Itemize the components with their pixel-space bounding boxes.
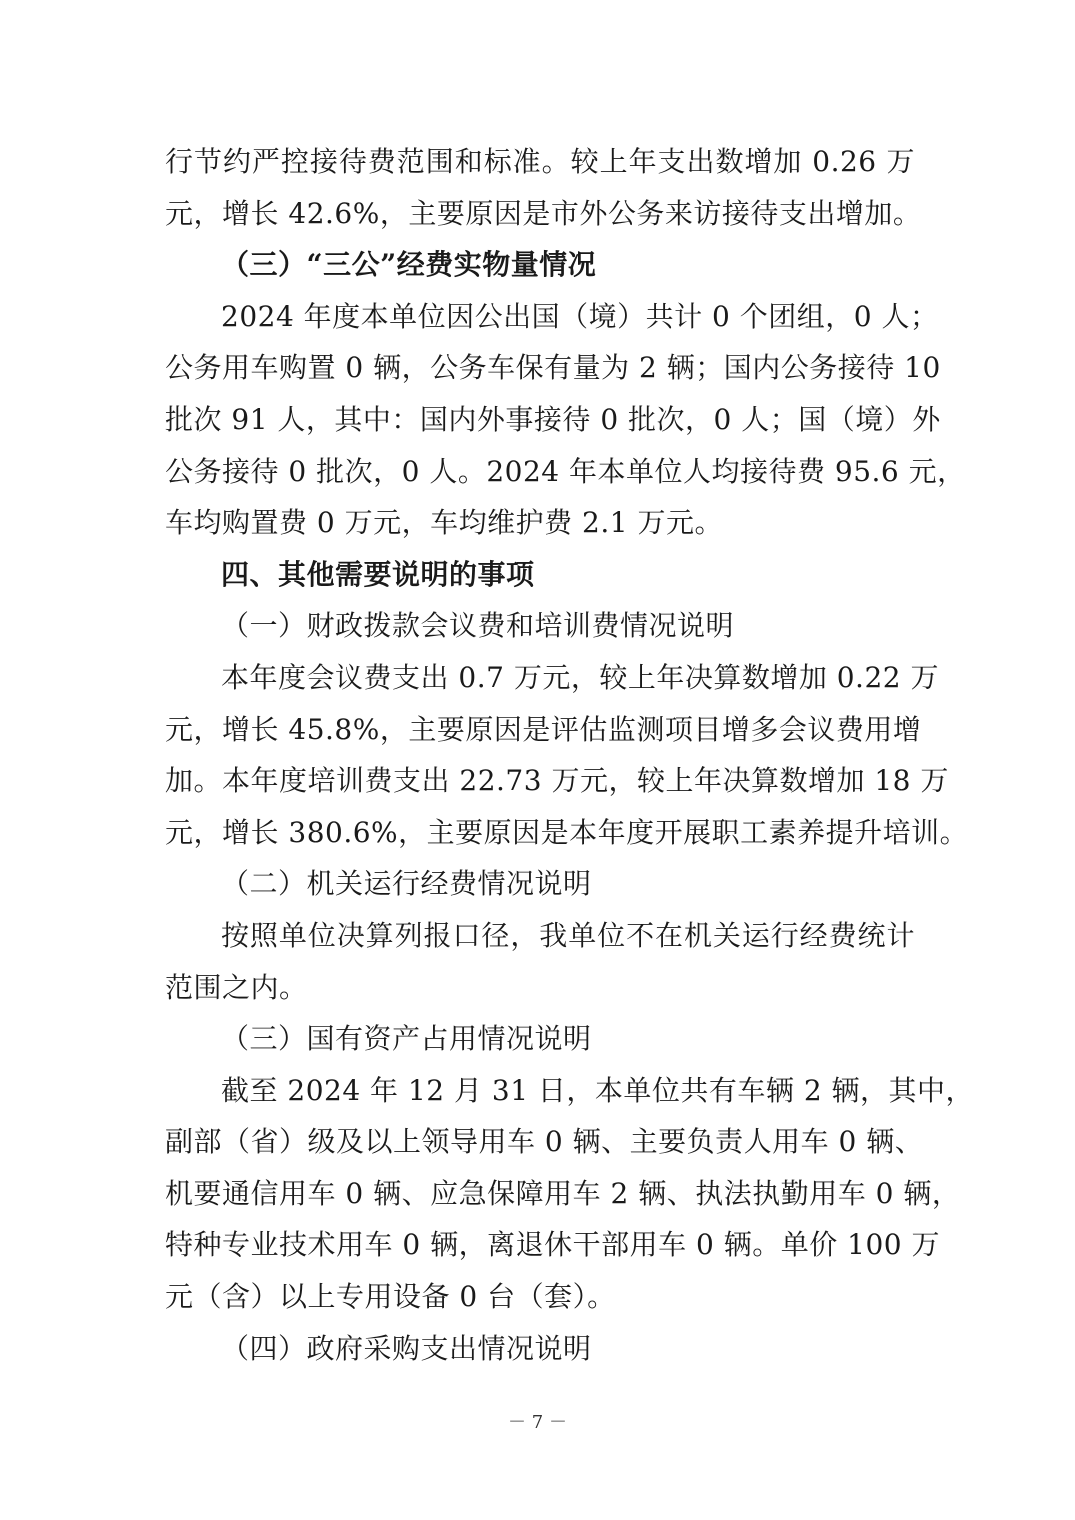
body-line: 公务接待 0 批次，0 人。2024 年本单位人均接待费 95.6 元， bbox=[165, 454, 966, 488]
body-line: 元，增长 380.6%，主要原因是本年度开展职工素养提升培训。 bbox=[165, 815, 969, 849]
body-line: 截至 2024 年 12 月 31 日，本单位共有车辆 2 辆，其中， bbox=[221, 1073, 975, 1107]
body-line: 按照单位决算列报口径，我单位不在机关运行经费统计 bbox=[221, 918, 915, 952]
body-line: 2024 年度本单位因公出国（境）共计 0 个团组，0 人； bbox=[221, 299, 939, 333]
page-number: － 7 － bbox=[508, 1412, 567, 1433]
body-line: 元（含）以上专用设备 0 台（套）。 bbox=[165, 1280, 616, 1314]
chapter-heading-4: 四、其他需要说明的事项 bbox=[221, 557, 535, 591]
body-line: 加。本年度培训费支出 22.73 万元，较上年决算数增加 18 万 bbox=[165, 764, 949, 798]
body-line: 行节约严控接待费范围和标准。较上年支出数增加 0.26 万 bbox=[165, 145, 915, 178]
subheading-1: （一）财政拨款会议费和培训费情况说明 bbox=[221, 609, 735, 643]
body-line: 副部（省）级及以上领导用车 0 辆、主要负责人用车 0 辆、 bbox=[165, 1125, 924, 1159]
subheading-3: （三）国有资产占用情况说明 bbox=[221, 1022, 592, 1056]
subheading-4: （四）政府采购支出情况说明 bbox=[221, 1331, 592, 1365]
body-line: 机要通信用车 0 辆、应急保障用车 2 辆、执法执勤用车 0 辆， bbox=[165, 1176, 961, 1210]
body-line: 范围之内。 bbox=[165, 970, 308, 1004]
body-line: 元，增长 45.8%，主要原因是评估监测项目增多会议费用增 bbox=[165, 712, 922, 746]
document-body bbox=[165, 136, 975, 1374]
body-line: 公务用车购置 0 辆，公务车保有量为 2 辆；国内公务接待 10 bbox=[165, 351, 941, 385]
body-line: 本年度会议费支出 0.7 万元，较上年决算数增加 0.22 万 bbox=[221, 660, 939, 694]
body-line: 元，增长 42.6%，主要原因是市外公务来访接待支出增加。 bbox=[165, 196, 922, 230]
body-line: 车均购置费 0 万元，车均维护费 2.1 万元。 bbox=[165, 506, 723, 540]
body-line: 批次 91 人，其中：国内外事接待 0 批次，0 人；国（境）外 bbox=[165, 402, 941, 436]
section-heading-3: （三）“三公”经费实物量情况 bbox=[221, 248, 597, 282]
subheading-2: （二）机关运行经费情况说明 bbox=[221, 867, 592, 901]
body-line: 特种专业技术用车 0 辆，离退休干部用车 0 辆。单价 100 万 bbox=[165, 1228, 940, 1262]
